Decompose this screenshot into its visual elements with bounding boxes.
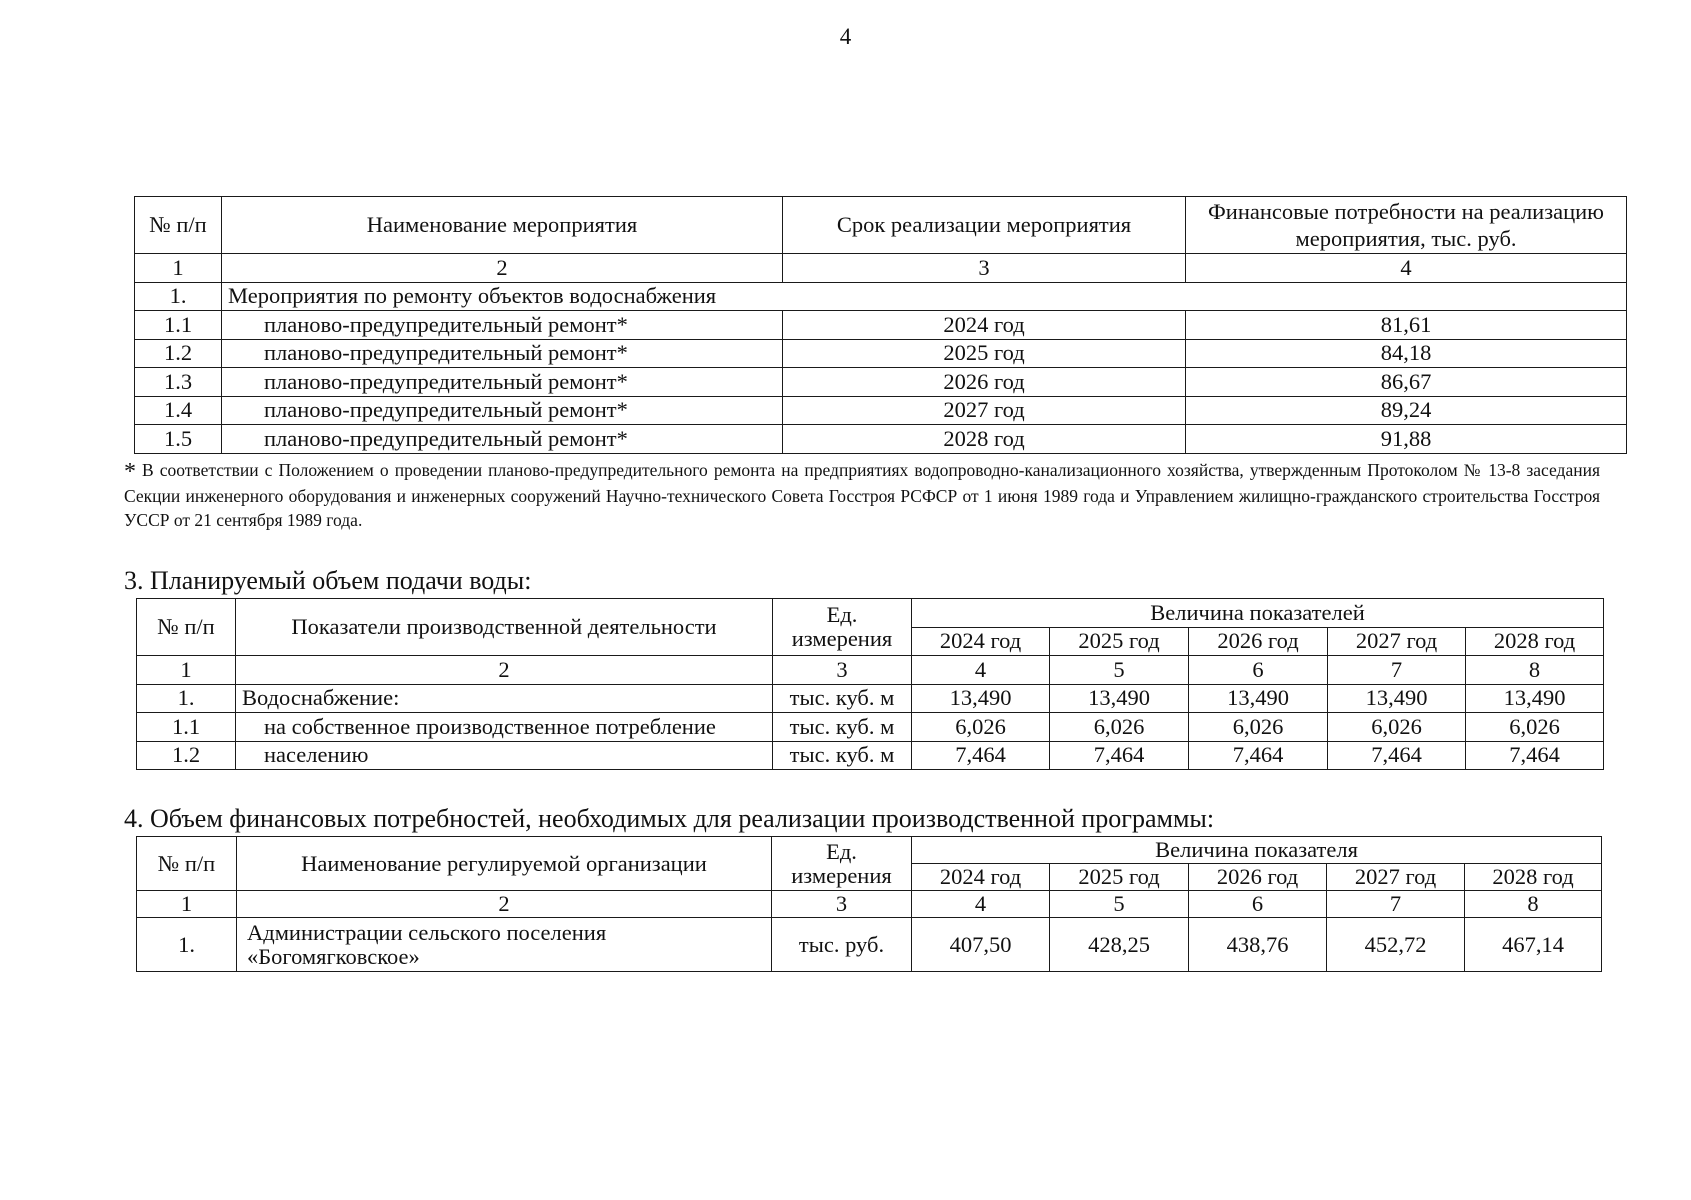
row-num: 1. — [137, 684, 236, 713]
table-row — [137, 918, 1602, 972]
col-number: 1 — [135, 254, 222, 283]
table-header-row — [137, 599, 1604, 628]
column-number-row — [137, 891, 1602, 918]
col-number: 4 — [912, 891, 1050, 918]
header-year: 2025 год — [1050, 627, 1189, 656]
row-value: 89,24 — [1186, 396, 1627, 425]
table-row — [137, 741, 1604, 770]
row-name: планово-предупредительный ремонт* — [222, 339, 783, 368]
row-name: планово-предупредительный ремонт* — [222, 368, 783, 397]
col-number: 7 — [1328, 656, 1466, 685]
row-name-line1: Администрации сельского поселения — [247, 919, 607, 945]
row-num: 1.2 — [137, 741, 236, 770]
col-number: 2 — [236, 656, 773, 685]
header-financial-needs: Финансовые потребности на реализацию мероприятия, тыс. руб. — [1186, 197, 1627, 254]
row-value: 86,67 — [1186, 368, 1627, 397]
table-row — [135, 311, 1627, 340]
row-num: 1.2 — [135, 339, 222, 368]
table-row — [137, 713, 1604, 742]
group-row — [135, 282, 1627, 311]
header-num: № п/п — [137, 837, 237, 891]
row-name: на собственное производственное потребление — [236, 713, 773, 742]
row-num: 1. — [137, 918, 237, 972]
col-number: 5 — [1050, 656, 1189, 685]
footnote — [124, 458, 1600, 532]
row-num: 1.3 — [135, 368, 222, 397]
header-activity-name: Наименование мероприятия — [222, 197, 783, 254]
row-value: 84,18 — [1186, 339, 1627, 368]
header-year: 2026 год — [1189, 864, 1327, 891]
col-number: 3 — [783, 254, 1186, 283]
col-number: 6 — [1189, 656, 1328, 685]
row-term: 2024 год — [783, 311, 1186, 340]
row-value: 452,72 — [1327, 918, 1465, 972]
row-value: 6,026 — [1466, 713, 1604, 742]
row-value: 13,490 — [1050, 684, 1189, 713]
financial-needs-table — [136, 836, 1602, 972]
table-row — [135, 368, 1627, 397]
row-value: 438,76 — [1189, 918, 1327, 972]
row-name: населению — [236, 741, 773, 770]
col-number: 1 — [137, 656, 236, 685]
header-year: 2027 год — [1328, 627, 1466, 656]
col-number: 4 — [912, 656, 1050, 685]
row-unit: тыс. руб. — [772, 918, 912, 972]
row-name: планово-предупредительный ремонт* — [222, 311, 783, 340]
col-number: 2 — [237, 891, 772, 918]
col-number: 3 — [772, 891, 912, 918]
header-unit-line1: Ед. — [826, 602, 858, 628]
header-indicator-name: Показатели производственной деятельности — [236, 599, 773, 656]
header-year: 2027 год — [1327, 864, 1465, 891]
col-number: 5 — [1050, 891, 1189, 918]
col-number: 3 — [773, 656, 912, 685]
header-year: 2026 год — [1189, 627, 1328, 656]
row-value: 7,464 — [1189, 741, 1328, 770]
col-number: 8 — [1466, 656, 1604, 685]
header-term: Срок реализации мероприятия — [783, 197, 1186, 254]
row-value: 13,490 — [912, 684, 1050, 713]
col-number: 1 — [137, 891, 237, 918]
table-row — [135, 396, 1627, 425]
row-value: 6,026 — [1328, 713, 1466, 742]
header-values-group: Величина показателя — [912, 837, 1602, 864]
header-unit-line2: измерения — [791, 862, 892, 888]
row-value: 13,490 — [1466, 684, 1604, 713]
row-term: 2026 год — [783, 368, 1186, 397]
header-num: № п/п — [135, 197, 222, 254]
row-value: 407,50 — [912, 918, 1050, 972]
row-value: 7,464 — [1466, 741, 1604, 770]
row-num: 1.5 — [135, 425, 222, 454]
header-year: 2028 год — [1465, 864, 1602, 891]
col-number: 7 — [1327, 891, 1465, 918]
row-term: 2028 год — [783, 425, 1186, 454]
row-term: 2027 год — [783, 396, 1186, 425]
header-organization-name: Наименование регулируемой организации — [237, 837, 772, 891]
group-name: Мероприятия по ремонту объектов водоснабжения — [222, 282, 1627, 311]
header-unit — [772, 837, 912, 891]
row-value: 6,026 — [912, 713, 1050, 742]
col-number: 8 — [1465, 891, 1602, 918]
row-value: 6,026 — [1050, 713, 1189, 742]
row-name: планово-предупредительный ремонт* — [222, 396, 783, 425]
header-unit — [773, 599, 912, 656]
section-3-title: 3. Планируемый объем подачи воды: — [124, 566, 532, 595]
row-num: 1. — [135, 282, 222, 311]
row-value: 91,88 — [1186, 425, 1627, 454]
row-num: 1.4 — [135, 396, 222, 425]
table-row — [135, 425, 1627, 454]
row-unit: тыс. куб. м — [773, 741, 912, 770]
row-value: 13,490 — [1189, 684, 1328, 713]
table-header-row — [137, 837, 1602, 864]
section-4-title: 4. Объем финансовых потребностей, необходимых для реализации производственной программы: — [124, 804, 1215, 833]
repair-activities-table — [134, 196, 1627, 454]
row-name-line2: «Богомягковское» — [247, 943, 420, 969]
page-number: 4 — [839, 24, 852, 49]
table-header-row — [135, 197, 1627, 254]
row-name: планово-предупредительный ремонт* — [222, 425, 783, 454]
row-unit: тыс. куб. м — [773, 684, 912, 713]
row-num: 1.1 — [135, 311, 222, 340]
row-unit: тыс. куб. м — [773, 713, 912, 742]
row-value: 6,026 — [1189, 713, 1328, 742]
col-number: 4 — [1186, 254, 1627, 283]
header-unit-line1: Ед. — [826, 838, 857, 864]
header-year: 2024 год — [912, 864, 1050, 891]
table-row — [135, 339, 1627, 368]
col-number: 2 — [222, 254, 783, 283]
header-year: 2024 год — [912, 627, 1050, 656]
header-num: № п/п — [137, 599, 236, 656]
header-values-group: Величина показателей — [912, 599, 1604, 628]
row-num: 1.1 — [137, 713, 236, 742]
row-value: 7,464 — [912, 741, 1050, 770]
header-year: 2028 год — [1466, 627, 1604, 656]
row-name — [237, 918, 772, 972]
row-term: 2025 год — [783, 339, 1186, 368]
column-number-row — [137, 656, 1604, 685]
row-value: 428,25 — [1050, 918, 1189, 972]
row-value: 467,14 — [1465, 918, 1602, 972]
row-value: 7,464 — [1328, 741, 1466, 770]
row-value: 7,464 — [1050, 741, 1189, 770]
table-row — [137, 684, 1604, 713]
row-value: 13,490 — [1328, 684, 1466, 713]
col-number: 6 — [1189, 891, 1327, 918]
footnote-text: В соответствии с Положением о проведении планово-предупредительного ремонта на предприятиях водопроводно-канализационного хозяйства, утвержденным Протоколом № 13-8 заседания Секции инженерного оборудования и инженерных сооружений Научно-технического Совета Госстроя РСФСР от 1 июня 1989 года и Управлением жилищно-гражданского строительства Госстроя УССР от 21 сентября 1989 года. — [124, 460, 1600, 530]
row-value: 81,61 — [1186, 311, 1627, 340]
footnote-star: * — [124, 459, 136, 485]
column-number-row — [135, 254, 1627, 283]
row-name: Водоснабжение: — [236, 684, 773, 713]
header-unit-line2: измерения — [791, 626, 893, 651]
water-supply-volume-table — [136, 598, 1604, 770]
header-year: 2025 год — [1050, 864, 1189, 891]
